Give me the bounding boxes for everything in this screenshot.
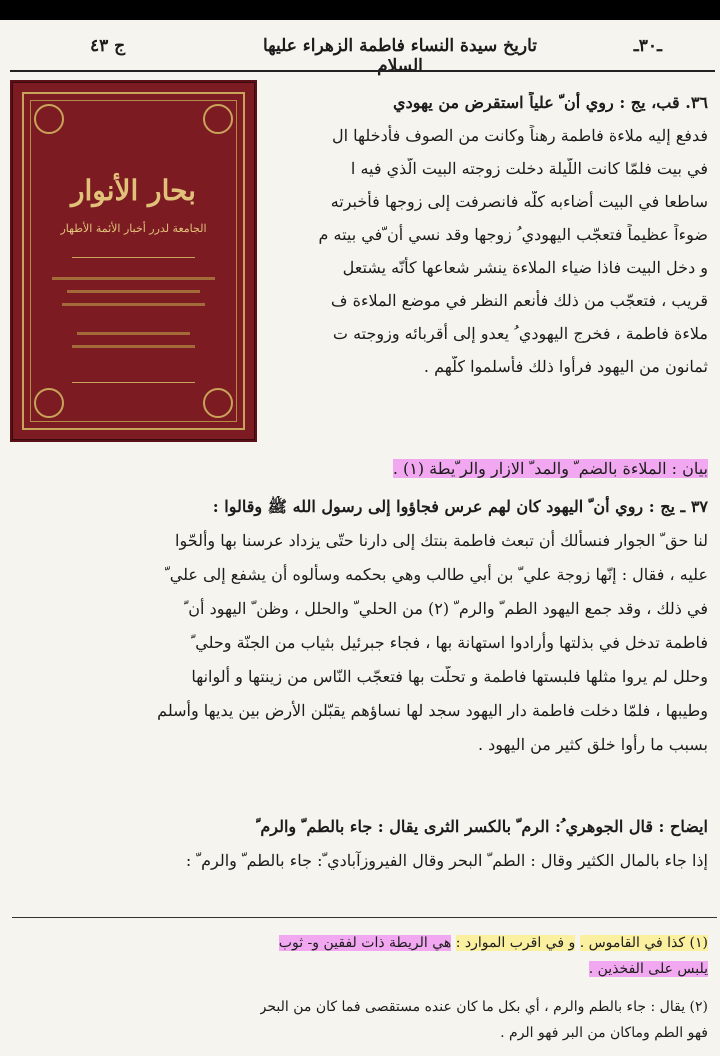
cover-text-block	[52, 277, 215, 280]
fn1-part-b: و في اقرب الموارد :	[455, 935, 576, 951]
p36-line-6: و دخل البيت فاذا ضياء الملاءة ينشر شعاعها كأنّه يشتعل	[342, 258, 708, 277]
p37-line-3: عليه ، فقال : إنّها زوجة علي ّ بن أبي طالب وهي بحكمه وسألوه أن يشفع إلى علي ّ	[165, 565, 708, 584]
cover-inner-frame	[30, 100, 237, 422]
p36-line-1: ٣٦. قب، يج : روي أن ّ علياً استقرض من يهودي	[393, 93, 708, 112]
page-number: ـ٣٠ـ	[633, 36, 662, 56]
footnote-rule	[12, 917, 717, 918]
p36-line-9: ثمانون من اليهود فرأوا ذلك فأسلموا كلّهم .	[423, 357, 708, 376]
document-page	[0, 20, 720, 1056]
p36-line-8: ملاءة فاطمة ، فخرج اليهودي ُ يعدو إلى أقربائه وزوجته ت	[332, 324, 708, 343]
running-title: تاريخ سيدة النساء فاطمة الزهراء عليها السلام	[262, 36, 538, 76]
cover-title: بحار الأنوار	[71, 174, 196, 207]
footnote-1	[279, 932, 708, 954]
p36-line-3: في بيت فلمّا كانت اللّيلة دخلت زوجته البيت الّذي فيه ا	[350, 159, 708, 178]
idah-line-1: ايضاح : قال الجوهري ُ: الرم ّ بالكسر الثرى يقال : جاء بالطم ّ والرم ّ	[255, 817, 708, 836]
cover-text-block	[77, 332, 190, 335]
cover-divider	[72, 257, 195, 258]
cover-text-block	[62, 303, 205, 306]
cover-text-block	[72, 345, 195, 348]
p37-line-1: ٣٧ ـ يج : روي أن ّ اليهود كان لهم عرس فجاؤوا إلى رسول الله ﷺ وقالوا :	[212, 497, 708, 516]
p37-line-2: لنا حق ّ الجوار فنسألك أن تبعث فاطمة بنتك إلى دارنا حتّى يزداد عرسنا بها وألحّوا	[175, 531, 708, 550]
p37-line-6: وحلل لم يروا مثلها فلبستها فاطمة و تحلّت بها فتعجّب النّاس من زينتها و ألوانها	[191, 667, 708, 686]
footnote-2-cont: فهو الطم وماكان من البر فهو الرم .	[500, 1025, 708, 1041]
cover-ornament	[34, 388, 64, 418]
top-black-bar	[0, 0, 720, 20]
cover-text-block	[67, 290, 200, 293]
page-header	[0, 30, 720, 76]
p36-line-5: ضوءاً عظيماً فتعجّب اليهودي ُ زوجها وقد نسي أن ّفي بيته م	[318, 225, 708, 244]
footnote-2: (٢) يقال : جاء بالطم والرم ، أي بكل ما كان عنده مستقصى فما كان من البحر	[259, 999, 708, 1015]
book-cover-image	[10, 80, 257, 442]
volume-label: ج ٤٣	[90, 36, 126, 56]
cover-divider	[72, 382, 195, 383]
fn1-part-c: هي الريطة ذات لفقين و- ثوب	[278, 935, 452, 951]
bayan-note	[393, 458, 708, 480]
idah-line-2: إذا جاء بالمال الكثير وقال : الطم ّ البحر وقال الفيروزآبادي ّ: جاء بالطم ّ والرم ّ :	[185, 851, 708, 870]
fn1-part-a: (١) كذا في القاموس .	[579, 935, 708, 951]
p36-line-4: ساطعا في البيت أضاءبه كلّه فانصرفت إلى زوجها فأخبرته	[330, 192, 708, 211]
p37-line-8: بسبب ما رأوا خلق كثير من اليهود .	[477, 735, 708, 754]
p36-line-2: فدفع إليه ملاءة فاطمة رهناً وكانت من الصوف فأدخلها ال	[331, 126, 708, 145]
footnote-1-cont	[589, 958, 708, 980]
p37-line-5: فاطمة تدخل في بذلتها وأرادوا استهانة بها ، فجاء جبرئيل بثياب من الجنّة وحلي ّ	[190, 633, 708, 652]
cover-ornament	[34, 104, 64, 134]
header-rule	[10, 70, 715, 72]
cover-ornament	[203, 104, 233, 134]
fn1-part-d: يلبس على الفخذين .	[588, 961, 708, 977]
p37-line-4: في ذلك ، وقد جمع اليهود الطم ّ والرم ّ (٢) من الحلي ّ والحلل ، وظن ّ اليهود أن ّ	[183, 599, 708, 618]
bayan-highlight: بيان : الملاءة بالضم ّ والمد ّ الازار والر ّيطة (١) .	[392, 459, 708, 478]
cover-subtitle: الجامعة لدرر أخبار الأئمة الأطهار	[60, 222, 207, 235]
p36-line-7: قريب ، فتعجّب من ذلك فأنعم النظر في موضع الملاءة ف	[330, 291, 708, 310]
p37-line-7: وطيبها ، فلمّا دخلت فاطمة دار اليهود سجد لها نساؤهم يقبّلن الأرض بين يديها وأسلم	[157, 701, 708, 720]
cover-ornament	[203, 388, 233, 418]
